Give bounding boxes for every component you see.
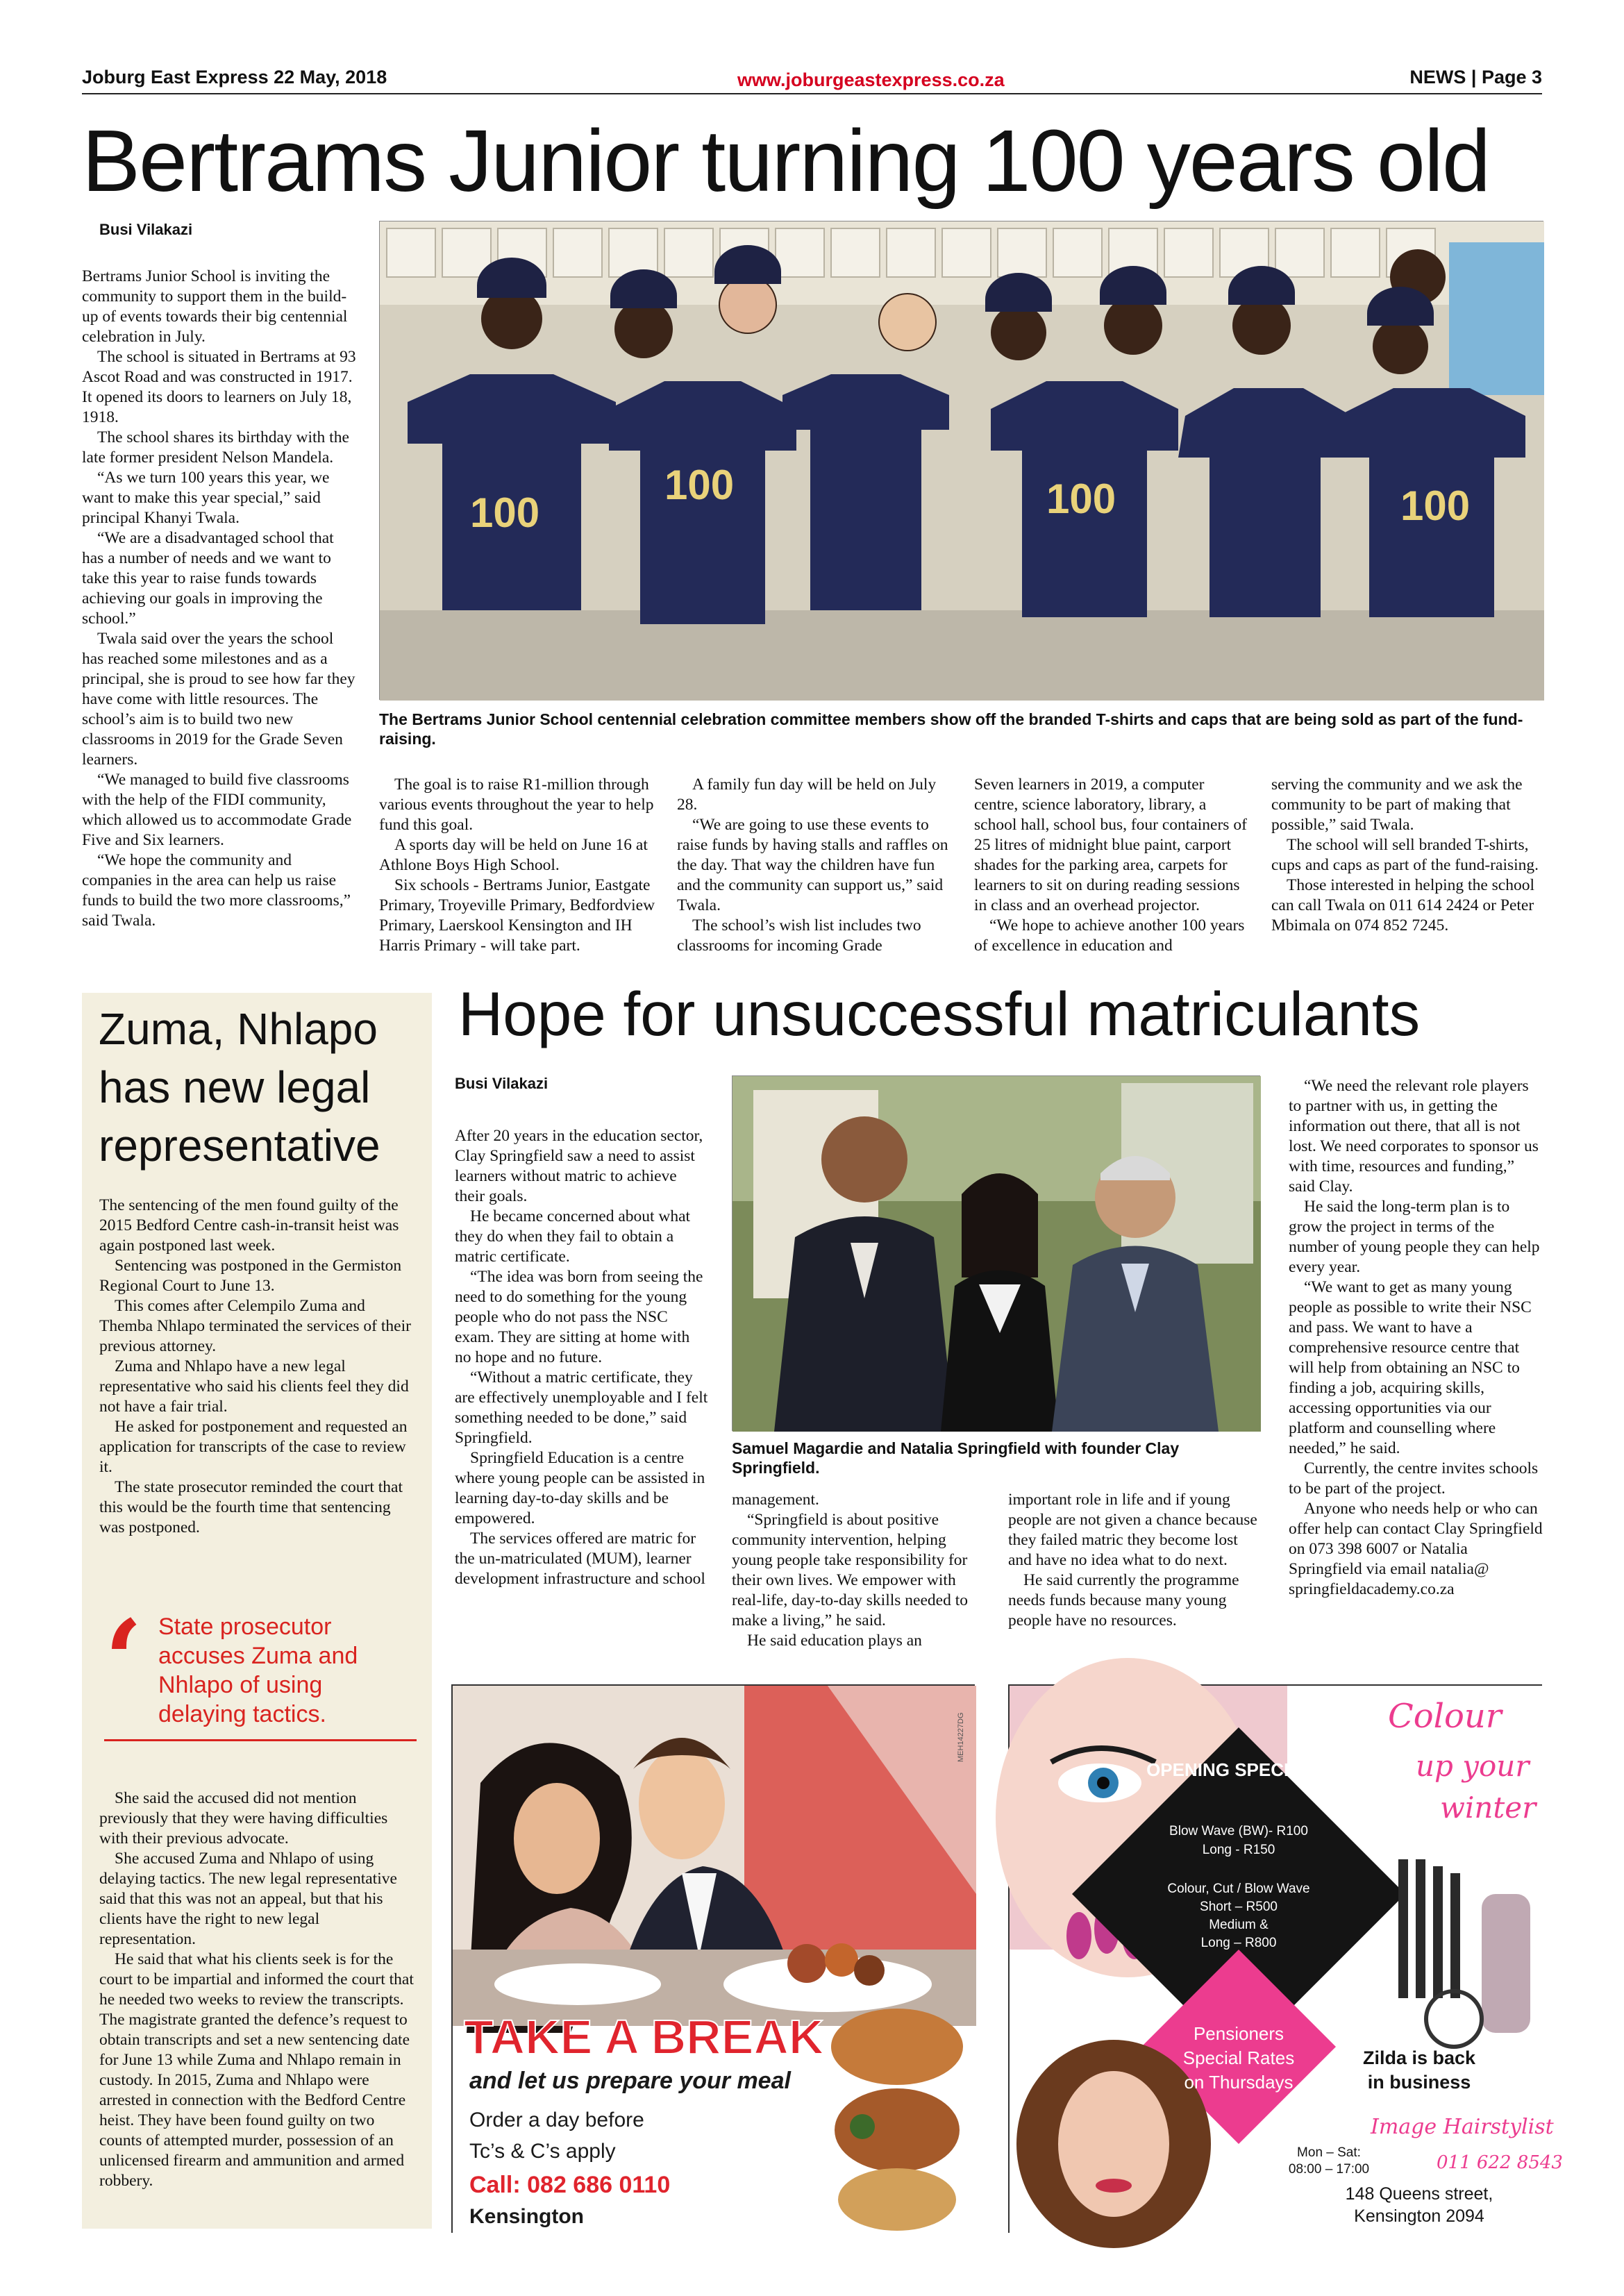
paragraph: The school’s wish list includes two classrooms for incoming Grade: [677, 916, 921, 955]
salon-address-suburb: Kensington 2094: [1354, 2206, 1484, 2226]
article2-column-4: [1289, 1076, 1543, 1600]
paragraph: Anyone who needs help or who can offer help can contact Clay Springfield on 073 398 6007 or Natalia Springfield via email natalia@ springfieldacademy.co.za: [1289, 1500, 1543, 1598]
paragraph: He asked for postponement and requested an application for transcripts of the case to review it.: [99, 1418, 408, 1476]
paragraph: Bertrams Junior School is inviting the community to support them in the build-up of events towards their big centennial celebration in July.: [82, 267, 348, 346]
special-long: Long - R150: [1202, 1843, 1275, 1857]
paragraph: “We hope to achieve another 100 years of excellence in education and: [974, 916, 1245, 955]
sidebar-column-bottom: [99, 1788, 415, 2191]
paragraph: “We want to get as many young people as possible to write their NSC and pass. We want to have a comprehensive resource centre that will help from obtaining an NSC to finding a job, acquiring skills, accessing opportunities via our platform and counselling where needed,” he said.: [1289, 1278, 1532, 1457]
salon-tagline-1: Zilda is back: [1362, 2047, 1476, 2068]
paragraph: He became concerned about what they do when they fail to obtain a matric certificate.: [455, 1207, 691, 1266]
article1-column-1: [82, 267, 357, 931]
paragraph: He said currently the programme needs funds because many young people have no resources.: [1008, 1571, 1239, 1629]
ad-phone[interactable]: Call: 082 686 0110: [469, 2172, 671, 2198]
shirt-print-2: 100: [664, 462, 735, 508]
paragraph: The goal is to raise R1-million through various events throughout the year to help fund this goal.: [379, 776, 654, 834]
publication-date: Joburg East Express 22 May, 2018: [82, 67, 387, 87]
paragraph: He said that what his clients seek is for the court to be impartial and informed the court that he needed two weeks to review the transcripts. The magistrate granted the defence’s request to obtain transcripts and set a new sentencing date for June 13 while Zuma and Nhlapo remain in custody. In 2015, Zuma and Nhlapo were arrested in connection with the Bedford Centre heist. They have been found guilty on two counts of attempted murder, possession of an unlicensed firearm and ammunition and armed robbery.: [99, 1950, 414, 2190]
paragraph: “We are going to use these events to raise funds by having stalls and raffles on the day. That way the children have fun and the community can support us,” said Twala.: [677, 816, 948, 914]
paragraph: “We hope the community and companies in the area can help us raise funds to build the two more classrooms,” said Twala.: [82, 851, 351, 930]
shirt-print-1: 100: [470, 489, 540, 536]
article2-photo-caption: Samuel Magardie and Natalia Springfield with founder Clay Springfield.: [732, 1439, 1180, 1477]
specials-title: OPENING SPECIALS:: [1146, 1759, 1331, 1780]
special-colour-cut: Colour, Cut / Blow Wave: [1167, 1882, 1310, 1896]
ad-tagline: and let us prepare your meal: [469, 2068, 791, 2094]
salon-advert[interactable]: [1008, 1684, 1563, 2233]
shirt-print-3: 100: [1046, 476, 1116, 522]
paragraph: A sports day will be held on June 16 at Athlone Boys High School.: [379, 836, 648, 874]
paragraph: “The idea was born from seeing the need to do something for the young people who do not pass the NSC exam. They are sitting at home with no hope and no future.: [455, 1268, 703, 1366]
article2-column-3: [1008, 1490, 1260, 1631]
header-rule: [82, 93, 1542, 94]
shirt-print-4: 100: [1400, 483, 1471, 529]
section-page-label: NEWS | Page 3: [1409, 67, 1542, 87]
article2-headline: Hope for unsuccessful matriculants: [458, 979, 1421, 1048]
salon-tagline-2: in business: [1367, 2072, 1471, 2093]
script-colour: Colour: [1388, 1697, 1502, 1736]
springfield-photo: [732, 1075, 1260, 1431]
ad-reference-code: MEH14227DG: [957, 1712, 965, 1762]
paragraph: serving the community and we ask the community to be part of making that possible,” said Twala.: [1271, 776, 1523, 834]
paragraph: “Without a matric certificate, they are effectively unemployable and I felt something needed to be done,” said Springfield.: [455, 1368, 708, 1447]
ad-location: Kensington: [469, 2205, 584, 2228]
salon-phone[interactable]: 011 622 8543: [1437, 2152, 1563, 2173]
article2-byline: Busi Vilakazi: [455, 1075, 549, 1092]
article1-column-2: [379, 775, 657, 956]
salon-hours-times: 08:00 – 17:00: [1288, 2162, 1370, 2177]
article2-column-1: [455, 1126, 708, 1589]
salon-address-street: 148 Queens street,: [1345, 2184, 1493, 2204]
article1-column-4: [974, 775, 1252, 956]
paragraph: Twala said over the years the school has reached some milestones and as a principal, she is proud to see how far they have come with little resources. The school’s aim is to build two new classrooms in 2019 for the Grade Seven learners.: [82, 630, 355, 769]
paragraph: “We managed to build five classrooms with the help of the FIDI community, which allowed us to accommodate Grade Five and Six learners.: [82, 771, 352, 849]
sidebar-column-top: [99, 1196, 415, 1538]
paragraph: “Springfield is about positive community intervention, helping young people take responsibility for their own lives. We empower with real-life, day-to-day skills needed to make a living,” he said.: [732, 1511, 968, 1629]
paragraph: A family fun day will be held on July 28.: [677, 776, 937, 814]
restaurant-advert[interactable]: [451, 1684, 975, 2233]
committee-photo: [379, 221, 1543, 700]
salon-hours-days: Mon – Sat:: [1297, 2145, 1361, 2160]
paragraph: The school will sell branded T-shirts, cups and caps as part of the fund-raising.: [1271, 836, 1539, 874]
article2-column-2: [732, 1490, 985, 1651]
quote-mark-icon: ‘: [104, 1595, 143, 1726]
paragraph: After 20 years in the education sector, Clay Springfield saw a need to assist learners without matric to achieve their goals.: [455, 1127, 703, 1205]
sidebar-pullquote: State prosecutor accuses Zuma and Nhlapo of using delaying tactics.: [158, 1614, 358, 1727]
paragraph: “We need the relevant role players to partner with us, in getting the information out there, that all is not lost. We need corporates to sponsor us with time, resources and funding,” said Clay.: [1289, 1077, 1539, 1196]
paragraph: He said the long-term plan is to grow the project in terms of the number of young people they can help every year.: [1289, 1198, 1540, 1276]
paragraph: Seven learners in 2019, a computer centre, science laboratory, library, a school hall, school bus, four containers of 25 litres of midnight blue paint, carport shades for the parking area, carpets for learners to sit on during reading sessions in class and an overhead projector.: [974, 776, 1247, 914]
ad-terms-line: Tc’s & C’s apply: [469, 2140, 616, 2163]
paragraph: The state prosecutor reminded the court that this would be the fourth time that sentencing was postponed.: [99, 1478, 403, 1536]
special-short: Short – R500: [1200, 1900, 1278, 1914]
sidebar-headline: Zuma, Nhlapo has new legal representative: [99, 1004, 380, 1171]
paragraph: The services offered are matric for the un-matriculated (MUM), learner development infrastructure and school: [455, 1530, 705, 1588]
salon-brand: Image Hairstylist: [1371, 2115, 1554, 2139]
paragraph: management.: [732, 1491, 819, 1509]
pullquote-rule: [104, 1739, 417, 1741]
article1-photo-caption: The Bertrams Junior School centennial celebration committee members show off the branded T-shirts and caps that are being sold as part of the fund-raising.: [379, 710, 1523, 748]
paragraph: Six schools - Bertrams Junior, Eastgate Primary, Troyeville Primary, Bedfordview Primary, Laerskool Kensington and IH Harris Primary - will take part.: [379, 876, 655, 955]
special-medium: Medium &: [1209, 1918, 1269, 1932]
website-link[interactable]: www.joburgeastexpress.co.za: [737, 69, 1005, 90]
paragraph: This comes after Celempilo Zuma and Themba Nhlapo terminated the services of their previous attorney.: [99, 1297, 411, 1355]
paragraph: Zuma and Nhlapo have a new legal representative who said his clients feel they did not have a fair trial.: [99, 1357, 409, 1416]
pensioners-line-3: on Thursdays: [1184, 2072, 1294, 2093]
article1-headline: Bertrams Junior turning 100 years old: [82, 112, 1490, 210]
pensioners-line-1: Pensioners: [1193, 2023, 1284, 2044]
paragraph: Sentencing was postponed in the Germiston Regional Court to June 13.: [99, 1257, 402, 1295]
paragraph: The school is situated in Bertrams at 93 Ascot Road and was constructed in 1917. It opened its doors to learners on July 18, 1918.: [82, 348, 356, 426]
paragraph: “We are a disadvantaged school that has a number of needs and we want to take this year to raise funds towards achieving our goals in improving the school.”: [82, 529, 334, 628]
article1-column-5: [1271, 775, 1543, 936]
special-blow-wave: Blow Wave (BW)- R100: [1169, 1824, 1308, 1838]
paragraph: The sentencing of the men found guilty of the 2015 Bedford Centre cash-in-transit heist was again postponed last week.: [99, 1196, 399, 1255]
paragraph: “As we turn 100 years this year, we want to make this year special,” said principal Khanyi Twala.: [82, 469, 330, 527]
paragraph: Springfield Education is a centre where young people can be assisted in learning day-to-day skills and be empowered.: [455, 1449, 705, 1527]
paragraph: She accused Zuma and Nhlapo of using delaying tactics. The new legal representative said that this was not an appeal, but that his clients have the right to new legal representation.: [99, 1850, 397, 1948]
script-up-your: up your: [1416, 1749, 1530, 1783]
paragraph: He said education plays an: [747, 1632, 922, 1650]
paragraph: important role in life and if young people are not given a chance because they failed matric they become lost and have no idea what to do next.: [1008, 1491, 1257, 1569]
article1-column-3: [677, 775, 955, 956]
special-long-price: Long – R800: [1200, 1936, 1277, 1950]
script-winter: winter: [1440, 1791, 1537, 1825]
paragraph: The school shares its birthday with the late former president Nelson Mandela.: [82, 428, 349, 467]
paragraph: Those interested in helping the school can call Twala on 011 614 2424 or Peter Mbimala on 074 852 7245.: [1271, 876, 1534, 935]
ad-order-line: Order a day before: [469, 2109, 644, 2131]
ad-headline: TAKE A BREAK: [464, 2010, 824, 2064]
article1-byline: Busi Vilakazi: [99, 221, 193, 238]
paragraph: She said the accused did not mention previously that they were having difficulties with their previous advocate.: [99, 1789, 388, 1847]
paragraph: Currently, the centre invites schools to be part of the project.: [1289, 1459, 1539, 1498]
pensioners-line-2: Special Rates: [1182, 2047, 1295, 2068]
